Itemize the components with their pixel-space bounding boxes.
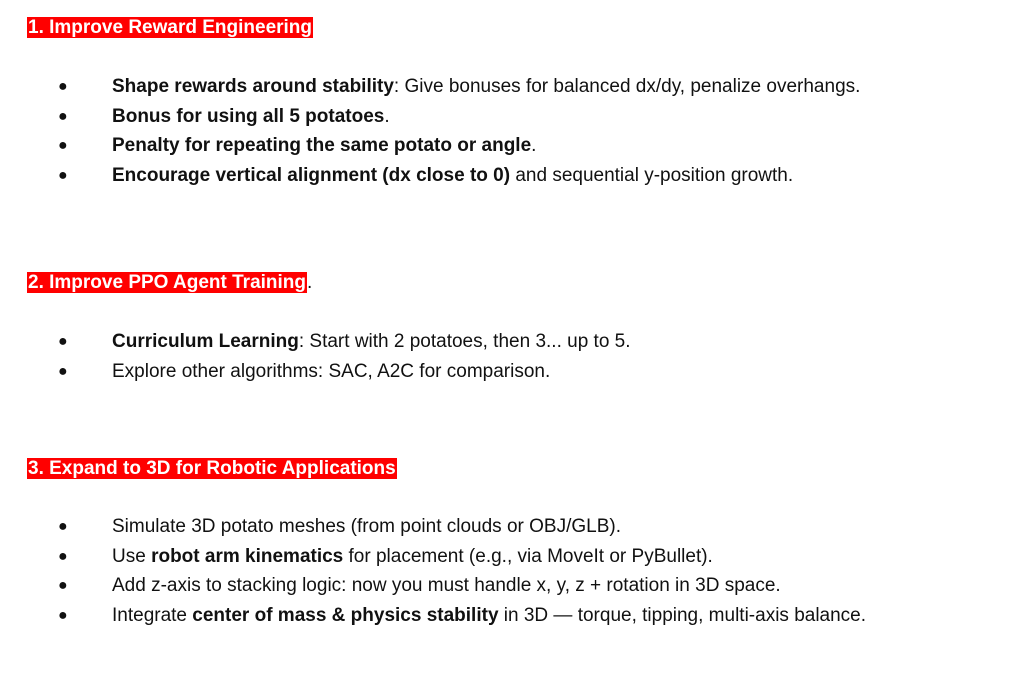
section-ppo-training [27, 271, 1007, 382]
bullet-icon: ● [58, 78, 68, 95]
bullet-icon: ● [58, 166, 68, 184]
bullet-icon: ● [58, 362, 68, 380]
list-item-text: Encourage vertical alignment (dx close to 0) and sequential y-position growth. [112, 164, 794, 186]
list-item-text: Integrate center of mass & physics stability in 3D — torque, tipping, multi-axis balance. [112, 604, 867, 626]
section-reward-engineering [27, 16, 1007, 186]
bullet-icon: ● [58, 333, 68, 350]
list-item-text: Use robot arm kinematics for placement (e.g., via MoveIt or PyBullet). [112, 545, 713, 567]
section-heading-suffix: . [307, 272, 313, 293]
bullet-icon: ● [58, 577, 68, 594]
section-heading-line [27, 271, 1007, 295]
section-expand-3d [27, 457, 1007, 626]
list-item-text: Shape rewards around stability: Give bonuses for balanced dx/dy, penalize overhangs. [112, 76, 861, 97]
section-heading-line [27, 457, 1007, 481]
list-item-text: Add z-axis to stacking logic: now you must handle x, y, z + rotation in 3D space. [112, 575, 781, 596]
bullet-icon: ● [58, 547, 68, 565]
list-item-text: Bonus for using all 5 potatoes. [112, 105, 390, 127]
bullet-icon: ● [58, 518, 68, 535]
section-heading: 3. Expand to 3D for Robotic Applications [28, 458, 396, 479]
list-item-text: Penalty for repeating the same potato or angle. [112, 135, 537, 156]
section-heading: 2. Improve PPO Agent Training [28, 272, 307, 293]
section-heading-line [27, 16, 1007, 40]
bullet-icon: ● [58, 107, 68, 125]
list-item-text: Explore other algorithms: SAC, A2C for comparison. [112, 360, 551, 382]
section-heading: 1. Improve Reward Engineering [28, 17, 313, 38]
list-item-text: Simulate 3D potato meshes (from point clouds or OBJ/GLB). [112, 516, 621, 537]
list-item-text: Curriculum Learning: Start with 2 potatoes, then 3... up to 5. [112, 331, 631, 352]
bullet-icon: ● [58, 606, 68, 624]
bullet-icon: ● [58, 137, 68, 154]
